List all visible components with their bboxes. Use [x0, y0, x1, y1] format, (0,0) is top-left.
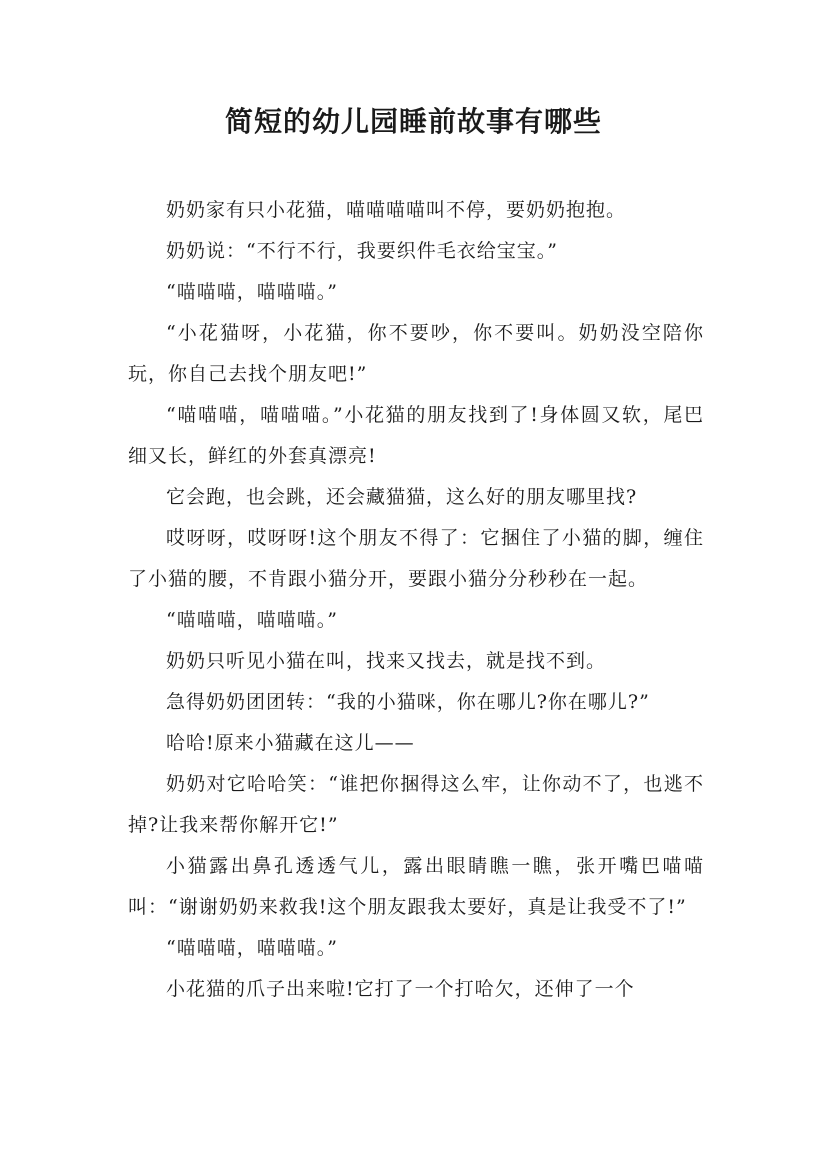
paragraph: 哈哈!原来小猫藏在这儿—— [166, 732, 415, 754]
paragraph: “喵喵喵，喵喵喵。” [166, 281, 338, 303]
paragraph: 奶奶对它哈哈笑：“谁把你捆得这么牢，让你动不了，也逃不掉?让我来帮你解开它!” [128, 773, 704, 836]
paragraph: “喵喵喵，喵喵喵。” [166, 937, 338, 959]
paragraph: “喵喵喵，喵喵喵。” [166, 609, 338, 631]
paragraph: 它会跑，也会跳，还会藏猫猫，这么好的朋友哪里找? [166, 486, 638, 508]
paragraph: 奶奶说：“不行不行，我要织件毛衣给宝宝。” [166, 240, 558, 262]
paragraph: 奶奶只听见小猫在叫，找来又找去，就是找不到。 [166, 650, 607, 672]
paragraph: “小花猫呀，小花猫，你不要吵，你不要叫。奶奶没空陪你玩，你自己去找个朋友吧!” [128, 322, 704, 385]
document-title: 简短的幼儿园睡前故事有哪些 [224, 105, 602, 138]
paragraph: 小猫露出鼻孔透透气儿，露出眼睛瞧一瞧，张开嘴巴喵喵叫：“谢谢奶奶来救我!这个朋友跟我太要好，真是让我受不了!” [128, 855, 704, 918]
document-body [128, 190, 704, 1010]
paragraph: 急得奶奶团团转：“我的小猫咪，你在哪儿?你在哪儿?” [166, 691, 650, 713]
paragraph: 小花猫的爪子出来啦!它打了一个打哈欠，还伸了一个 [166, 978, 635, 1000]
paragraph: 奶奶家有只小花猫，喵喵喵喵叫不停，要奶奶抱抱。 [166, 199, 627, 221]
paragraph: “喵喵喵，喵喵喵。”小花猫的朋友找到了!身体圆又软，尾巴细又长，鲜红的外套真漂亮! [128, 404, 704, 467]
paragraph: 哎呀呀，哎呀呀!这个朋友不得了：它捆住了小猫的脚，缠住了小猫的腰，不肯跟小猫分开，要跟小猫分分秒秒在一起。 [128, 527, 704, 590]
